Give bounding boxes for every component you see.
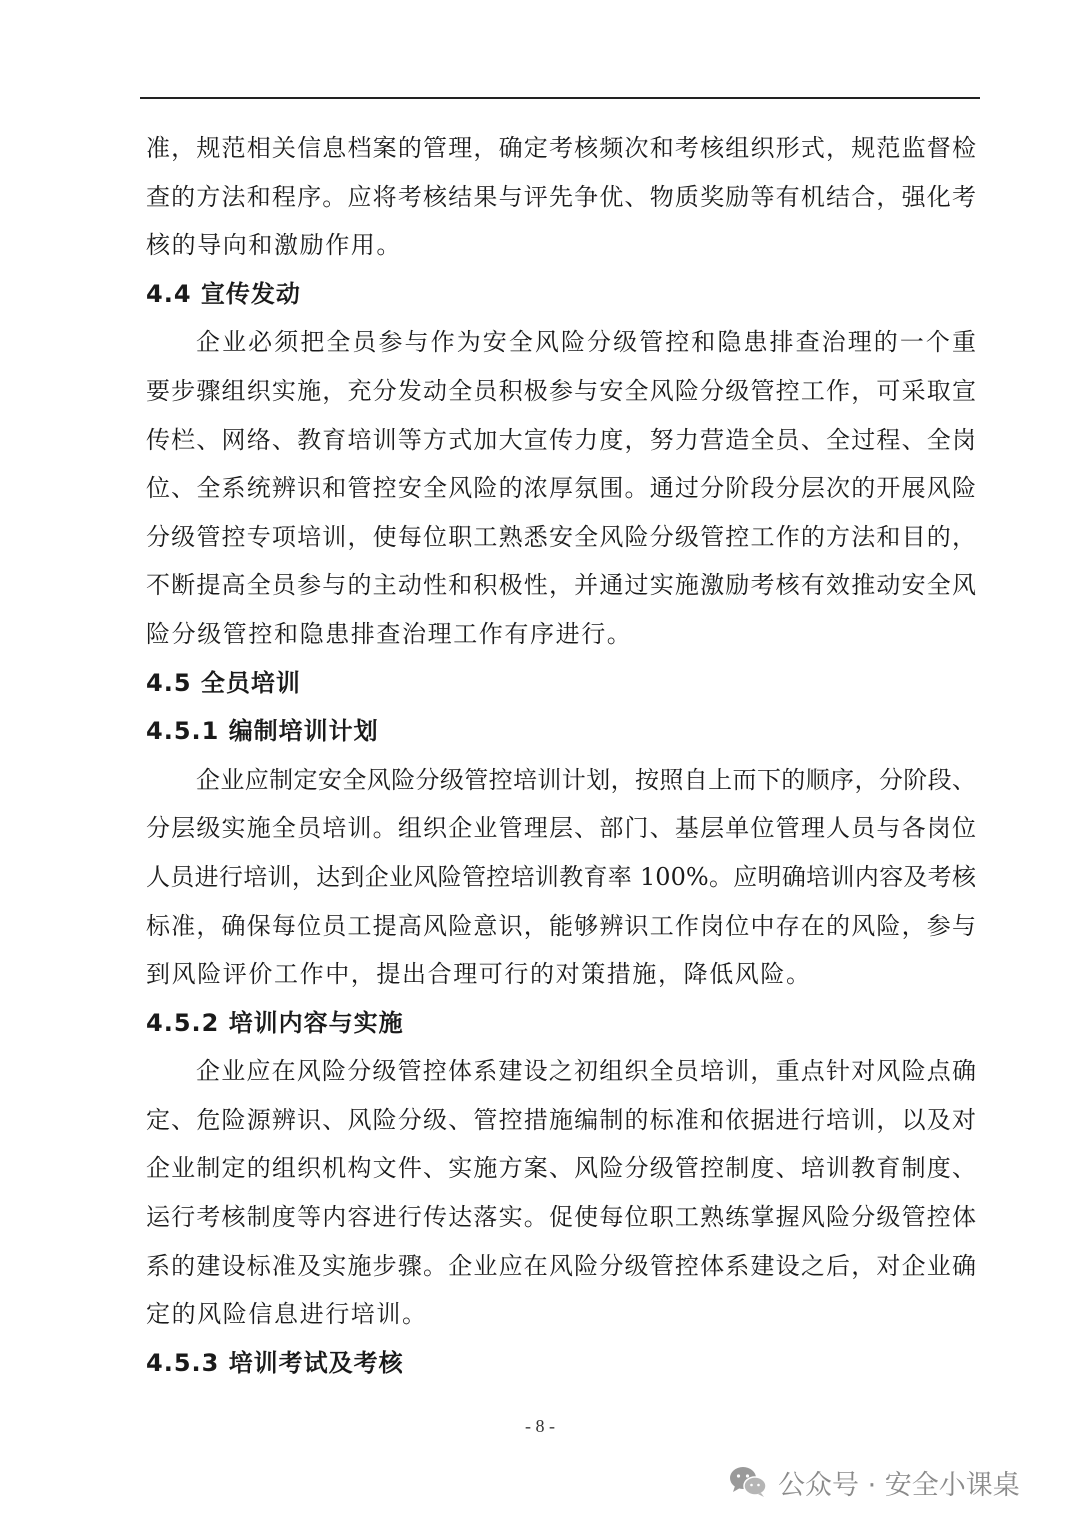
paragraph-line: 险分级管控和隐患排查治理工作有序进行。: [146, 619, 633, 648]
paragraph-line: 查的方法和程序。应将考核结果与评先争优、物质奖励等有机结合，强化考: [146, 182, 976, 211]
paragraph-line: 要步骤组织实施，充分发动全员积极参与安全风险分级管控工作，可采取宣: [146, 376, 976, 405]
wechat-icon: [728, 1465, 768, 1499]
paragraph-line: 标准，确保每位员工提高风险意识，能够辨识工作岗位中存在的风险，参与: [146, 911, 976, 940]
paragraph-line: 位、全系统辨识和管控安全风险的浓厚氛围。通过分阶段分层次的开展风险: [146, 474, 976, 503]
paragraph-line: 企业应在风险分级管控体系建设之初组织全员培训，重点针对风险点确: [196, 1057, 976, 1086]
paragraph-line: 定、危险源辨识、风险分级、管控措施编制的标准和依据进行培训，以及对: [146, 1105, 976, 1134]
paragraph-line: 不断提高全员参与的主动性和积极性，并通过实施激励考核有效推动安全风: [146, 571, 976, 600]
paragraph-line: 系的建设标准及实施步骤。企业应在风险分级管控体系建设之后，对企业确: [146, 1251, 976, 1280]
paragraph-line: 到风险评价工作中，提出合理可行的对策措施，降低风险。: [146, 960, 812, 989]
paragraph-line: 企业制定的组织机构文件、实施方案、风险分级管控制度、培训教育制度、: [146, 1154, 976, 1183]
paragraph-line: 定的风险信息进行培训。: [146, 1300, 428, 1329]
paragraph-line: 分级管控专项培训，使每位职工熟悉安全风险分级管控工作的方法和目的，: [146, 522, 976, 551]
section-heading-4-5-3: 4.5.3 培训考试及考核: [146, 1348, 404, 1377]
paragraph-line: 运行考核制度等内容进行传达落实。促使每位职工熟练掌握风险分级管控体: [146, 1203, 976, 1232]
page-number: - 8 -: [525, 1416, 555, 1436]
section-heading-4-5-1: 4.5.1 编制培训计划: [146, 717, 379, 746]
paragraph-line: 企业必须把全员参与作为安全风险分级管控和隐患排查治理的一个重: [196, 328, 976, 357]
section-heading-4-5: 4.5 全员培训: [146, 668, 301, 697]
document-body: [146, 124, 976, 1387]
watermark: [728, 1462, 1020, 1502]
header-rule: [140, 97, 980, 99]
paragraph-line: 传栏、网络、教育培训等方式加大宣传力度，努力营造全员、全过程、全岗: [146, 425, 976, 454]
watermark-text: 公众号 · 安全小课桌: [778, 1469, 1020, 1501]
paragraph-line: 企业应制定安全风险分级管控培训计划，按照自上而下的顺序，分阶段、: [196, 765, 976, 794]
paragraph-line: 分层级实施全员培训。组织企业管理层、部门、基层单位管理人员与各岗位: [146, 814, 976, 843]
section-heading-4-4: 4.4 宣传发动: [146, 279, 301, 308]
paragraph-line: 核的导向和激励作用。: [146, 231, 402, 260]
paragraph-line: 人员进行培训，达到企业风险管控培训教育率 100%。应明确培训内容及考核: [146, 862, 976, 891]
paragraph-line: 准，规范相关信息档案的管理，确定考核频次和考核组织形式，规范监督检: [146, 134, 976, 162]
section-heading-4-5-2: 4.5.2 培训内容与实施: [146, 1008, 404, 1037]
